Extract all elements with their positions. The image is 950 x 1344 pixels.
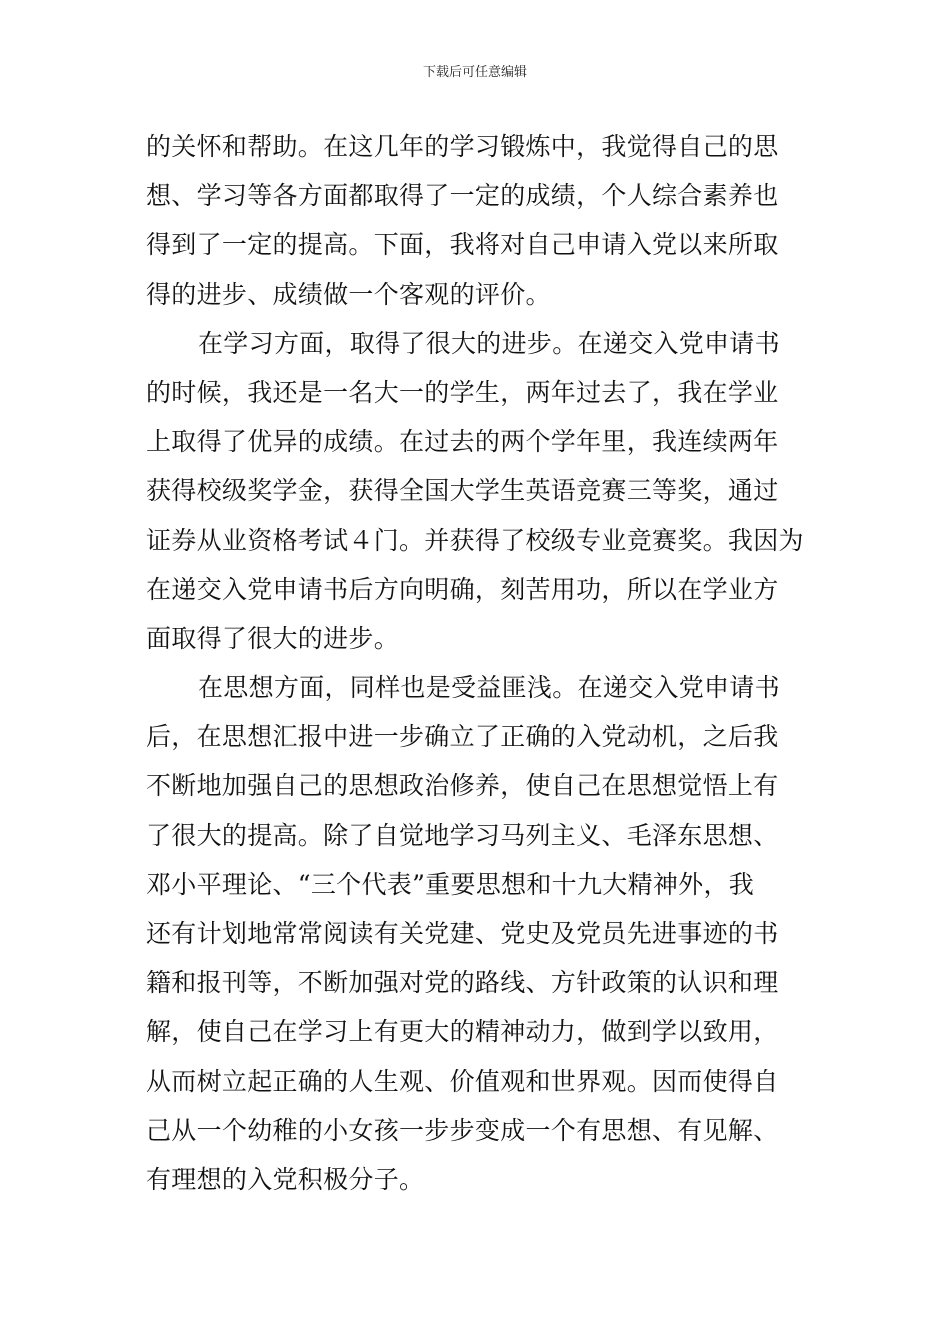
paragraph-evaluation-intro bbox=[146, 122, 806, 319]
text-line: 的时候，我还是一名大一的学生，两年过去了，我在学业 bbox=[146, 377, 779, 407]
text-line: 在递交入党申请书后方向明确，刻苦用功，所以在学业方 bbox=[146, 574, 779, 604]
text-line: 想、学习等各方面都取得了一定的成绩，个人综合素养也 bbox=[146, 181, 779, 211]
text-line: 获得校级奖学金，获得全国大学生英语竞赛三等奖，通过 bbox=[146, 476, 779, 506]
text-line: 在学习方面，取得了很大的进步。在递交入党申请书 bbox=[198, 328, 780, 358]
text-line: 从而树立起正确的人生观、价值观和世界观。因而使得自 bbox=[146, 1066, 779, 1096]
text-line: 得到了一定的提高。下面，我将对自己申请入党以来所取 bbox=[146, 230, 779, 260]
text-line: 后，在思想汇报中进一步确立了正确的入党动机，之后我 bbox=[146, 722, 779, 752]
text-line: 己从一个幼稚的小女孩一步步变成一个有思想、有见解、 bbox=[146, 1115, 779, 1145]
text-line: 得的进步、成绩做一个客观的评价。 bbox=[146, 279, 551, 309]
text-line: 籍和报刊等，不断加强对党的路线、方针政策的认识和理 bbox=[146, 968, 779, 998]
text-line: 邓小平理论、“三个代表”重要思想和十九大精神外，我 bbox=[146, 869, 755, 899]
document-body bbox=[146, 122, 806, 1204]
paragraph-study bbox=[146, 319, 806, 663]
text-line: 还有计划地常常阅读有关党建、党史及党员先进事迹的书 bbox=[146, 919, 779, 948]
text-line: 的关怀和帮助。在这几年的学习锻炼中，我觉得自己的思 bbox=[146, 132, 779, 161]
text-line: 了很大的提高。除了自觉地学习马列主义、毛泽东思想、 bbox=[146, 820, 779, 850]
text-line: 在思想方面，同样也是受益匪浅。在递交入党申请书 bbox=[198, 673, 780, 703]
text-line: 面取得了很大的进步。 bbox=[146, 623, 400, 653]
text-line: 解，使自己在学习上有更大的精神动力，做到学以致用， bbox=[146, 1017, 779, 1047]
page-header: 下载后可任意编辑 bbox=[422, 65, 527, 80]
text-line: 上取得了优异的成绩。在过去的两个学年里，我连续两年 bbox=[146, 427, 779, 457]
paragraph-thought bbox=[146, 663, 806, 1204]
text-line: 有理想的入党积极分子。 bbox=[146, 1164, 425, 1194]
text-line: 证券从业资格考试４门。并获得了校级专业竞赛奖。我因为 bbox=[146, 525, 804, 555]
text-line: 不断地加强自己的思想政治修养，使自己在思想觉悟上有 bbox=[146, 771, 779, 801]
